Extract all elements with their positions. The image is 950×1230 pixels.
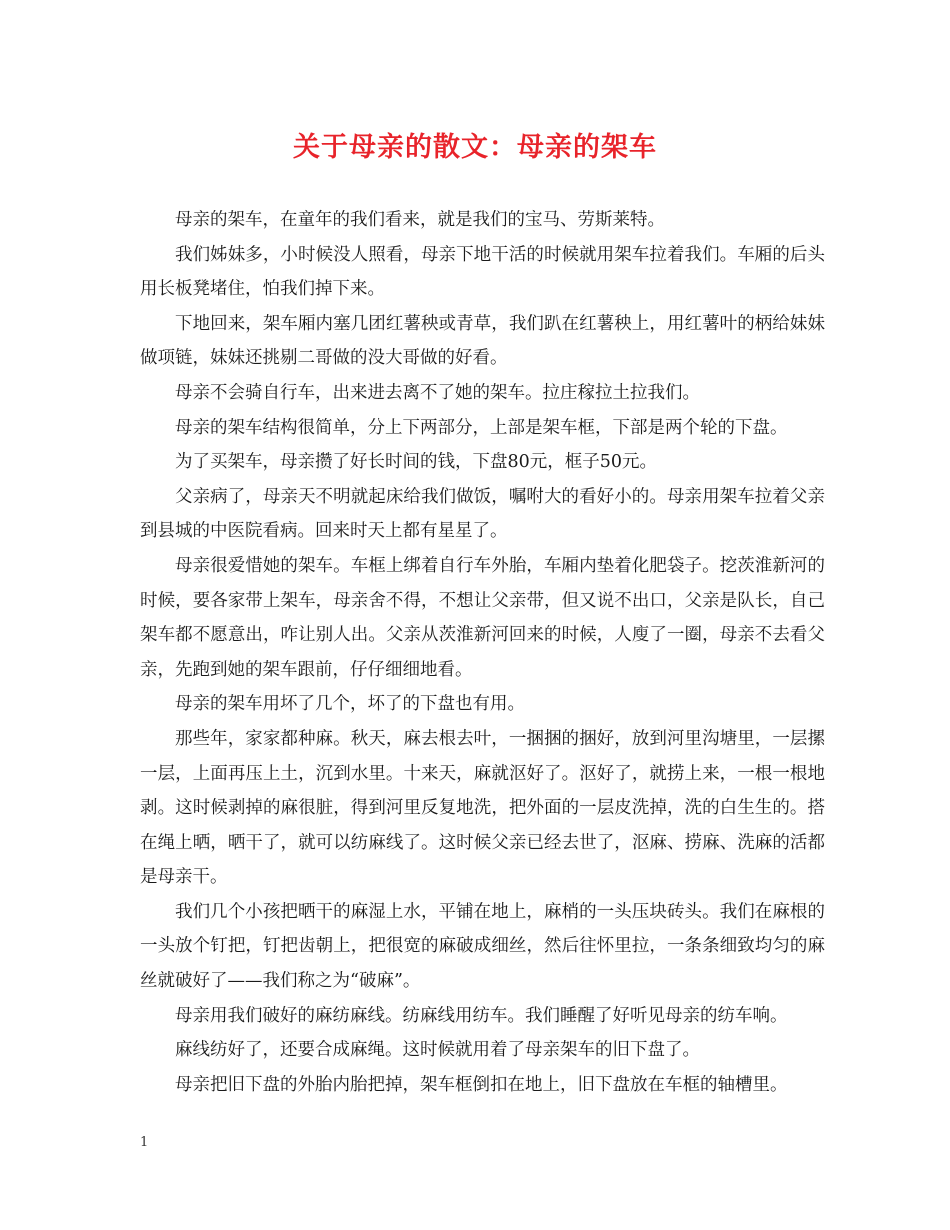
paragraph: 母亲很爱惜她的架车。车框上绑着自行车外胎，车厢内垫着化肥袋子。挖茨淮新河的时候，要各家带上架车，母亲舍不得，不想让父亲带，但又说不出口，父亲是队长，自己架车都不愿意出，咋让别人出。父亲从茨淮新河回来的时候，人廋了一圈，母亲不去看父亲，先跑到她的架车跟前，仔仔细细地看。 (140, 555, 825, 680)
paragraph: 我们姊妹多，小时候没人照看，母亲下地干活的时候就用架车拉着我们。车厢的后头用长板凳堵住，怕我们掉下来。 (140, 244, 825, 300)
paragraph: 为了买架车，母亲攒了好长时间的钱，下盘80元，框子50元。 (175, 452, 658, 473)
paragraph: 我们几个小孩把晒干的麻湿上水，平铺在地上，麻梢的一头压块砖头。我们在麻根的一头放个钉把，钉把齿朝上，把很宽的麻破成细丝，然后往怀里拉，一条条细致均匀的麻丝就破好了——我们称之为“破麻”。 (140, 901, 825, 992)
document-title: 关于母亲的散文：母亲的架车 (293, 132, 657, 163)
paragraph: 母亲的架车结构很简单，分上下两部分，上部是架车框，下部是两个轮的下盘。 (175, 417, 788, 438)
paragraph: 母亲用我们破好的麻纺麻线。纺麻线用纺车。我们睡醒了好听见母亲的纺车响。 (175, 1005, 788, 1026)
paragraph: 母亲把旧下盘的外胎内胎把掉，架车框倒扣在地上，旧下盘放在车框的轴槽里。 (175, 1074, 788, 1095)
paragraph: 母亲的架车，在童年的我们看来，就是我们的宝马、劳斯莱特。 (175, 210, 665, 230)
document-body (140, 203, 825, 1102)
paragraph: 母亲的架车用坏了几个，坏了的下盘也有用。 (175, 694, 525, 715)
paragraph: 下地回来，架车厢内塞几团红薯秧或青草，我们趴在红薯秧上，用红薯叶的柄给妹妹做项链，妹妹还挑剔二哥做的没大哥做的好看。 (140, 313, 825, 369)
page-number: 1 (140, 1135, 149, 1150)
paragraph: 那些年，家家都种麻。秋天，麻去根去叶，一捆捆的捆好，放到河里沟塘里，一层摞一层，上面再压上土，沉到水里。十来天，麻就沤好了。沤好了，就捞上来，一根一根地剥。这时候剥掉的麻很脏，得到河里反复地洗，把外面的一层皮洗掉，洗的白生生的。搭在绳上晒，晒干了，就可以纺麻线了。这时候父亲已经去世了，沤麻、捞麻、洗麻的活都是母亲干。 (140, 728, 825, 888)
paragraph: 父亲病了，母亲天不明就起床给我们做饭，嘱咐大的看好小的。母亲用架车拉着父亲到县城的中医院看病。回来时天上都有星星了。 (140, 486, 825, 542)
paragraph: 麻线纺好了，还要合成麻绳。这时候就用着了母亲架车的旧下盘了。 (175, 1040, 700, 1061)
paragraph: 母亲不会骑自行车，出来进去离不了她的架车。拉庄稼拉土拉我们。 (175, 382, 700, 403)
